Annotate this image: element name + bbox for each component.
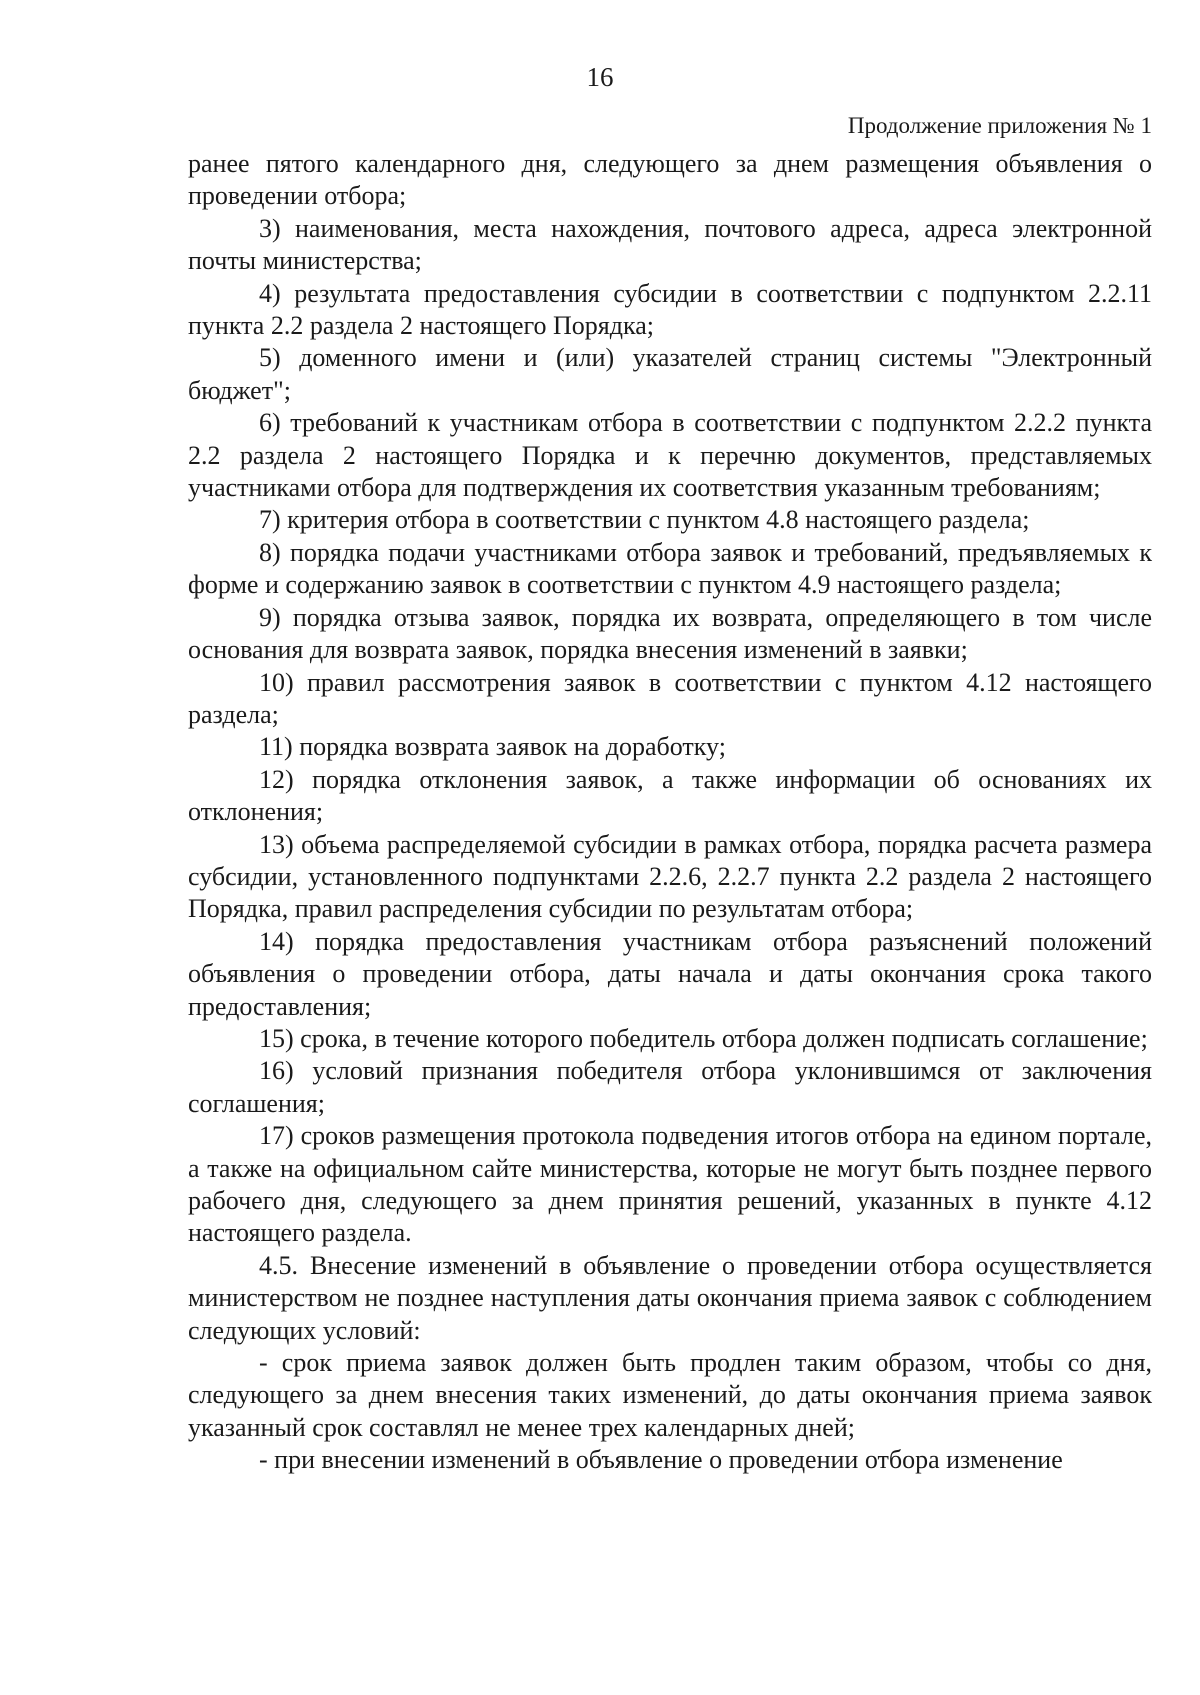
paragraph: 13) объема распределяемой субсидии в рамках отбора, порядка расчета размера субсидии, установленного подпунктами 2.2.6, 2.2.7 пункта 2.2 раздела 2 настоящего Порядка, правил распределения субсидии по результатам отбора; — [188, 829, 1152, 924]
paragraph: 4.5. Внесение изменений в объявление о проведении отбора осуществляется министерством не позднее наступления даты окончания приема заявок с соблюдением следующих условий: — [188, 1250, 1152, 1345]
paragraph: ранее пятого календарного дня, следующего за днем размещения объявления о проведении отбора; — [188, 149, 1152, 211]
paragraph: 5) доменного имени и (или) указателей страниц системы "Электронный бюджет"; — [188, 343, 1152, 405]
paragraph: 6) требований к участникам отбора в соответствии с подпунктом 2.2.2 пункта 2.2 раздела 2 настоящего Порядка и к перечню документов, представляемых участниками отбора для подтверждения их соответствия указанным требованиям; — [188, 408, 1152, 503]
paragraph: 12) порядка отклонения заявок, а также информации об основаниях их отклонения; — [188, 764, 1152, 827]
paragraph: 10) правил рассмотрения заявок в соответствии с пунктом 4.12 настоящего раздела; — [188, 667, 1152, 729]
paragraph: - срок приема заявок должен быть продлен таким образом, чтобы со дня, следующего за днем внесения таких изменений, до даты окончания приема заявок указанный срок составлял не менее трех календарных дней; — [188, 1348, 1152, 1442]
page-number: 16 — [586, 62, 614, 92]
paragraph: - при внесении изменений в объявление о проведении отбора изменение — [259, 1445, 1063, 1475]
appendix-continuation-label: Продолжение приложения № 1 — [847, 113, 1152, 138]
paragraph: 9) порядка отзыва заявок, порядка их возврата, определяющего в том числе основания для возврата заявок, порядка внесения изменений в заявки; — [188, 602, 1152, 665]
paragraph: 17) сроков размещения протокола подведения итогов отбора на едином портале, а также на официальном сайте министерства, которые не могут быть позднее первого рабочего дня, следующего за днем принятия решений, указанных в пункте 4.12 настоящего раздела. — [188, 1121, 1152, 1248]
paragraph: 16) условий признания победителя отбора уклонившимся от заключения соглашения; — [188, 1056, 1152, 1118]
paragraph: 15) срока, в течение которого победитель отбора должен подписать соглашение; — [259, 1023, 1148, 1053]
paragraph: 11) порядка возврата заявок на доработку; — [259, 732, 726, 762]
paragraph: 4) результата предоставления субсидии в соответствии с подпунктом 2.2.11 пункта 2.2 раздела 2 настоящего Порядка; — [188, 278, 1152, 341]
paragraph: 3) наименования, места нахождения, почтового адреса, адреса электронной почты министерства; — [188, 213, 1152, 276]
paragraph: 14) порядка предоставления участникам отбора разъяснений положений объявления о проведении отбора, даты начала и даты окончания срока такого предоставления; — [188, 926, 1152, 1021]
paragraph: 8) порядка подачи участниками отбора заявок и требований, предъявляемых к форме и содержанию заявок в соответствии с пунктом 4.9 настоящего раздела; — [188, 537, 1152, 600]
paragraph: 7) критерия отбора в соответствии с пунктом 4.8 настоящего раздела; — [259, 505, 1030, 535]
document-body — [188, 148, 1152, 1477]
